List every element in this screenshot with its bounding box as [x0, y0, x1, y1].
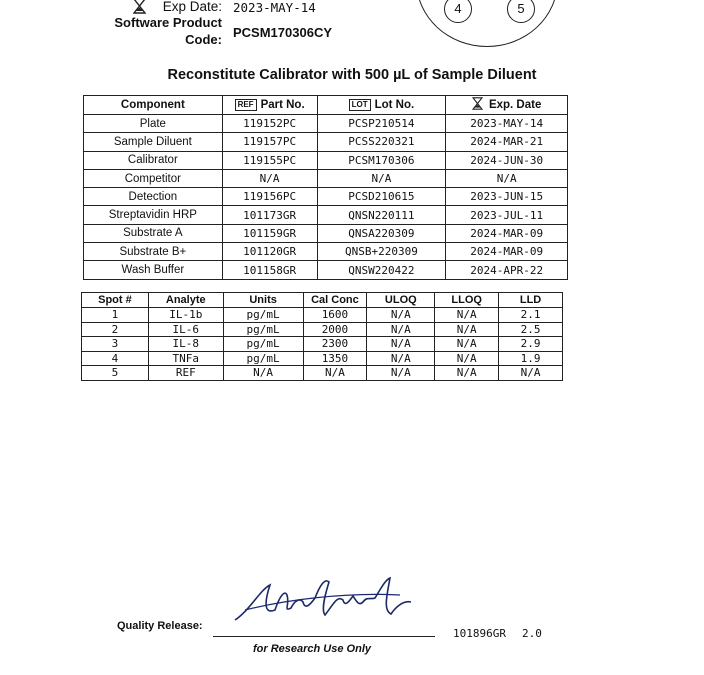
spots-cell: 1600 — [303, 308, 367, 323]
component-cell: Calibrator — [84, 151, 223, 169]
spots-cell: 2000 — [303, 322, 367, 337]
exp-date-cell: 2023-JUL-11 — [446, 206, 568, 224]
component-cell: Substrate A — [84, 224, 223, 242]
signature-image — [225, 570, 425, 630]
lot-no-cell: PCSP210514 — [317, 115, 446, 133]
spots-cell: N/A — [435, 308, 499, 323]
lot-no-label: Lot No. — [374, 99, 415, 112]
exp-date-label: Exp Date: — [162, 0, 222, 14]
code-label: Code: — [185, 32, 222, 47]
analyte-spots-table — [81, 292, 563, 381]
spots-cell: 2300 — [303, 337, 367, 352]
hourglass-icon — [472, 97, 483, 113]
lot-no-cell: N/A — [317, 169, 446, 187]
part-no-cell: 101120GR — [222, 243, 317, 261]
spots-cell: N/A — [435, 366, 499, 381]
spots-cell: N/A — [367, 351, 435, 366]
software-product-label: Software Product — [114, 15, 222, 30]
quality-release-label: Quality Release: — [117, 620, 203, 632]
lot-no-cell: QNSW220422 — [317, 261, 446, 279]
exp-date-cell: 2024-APR-22 — [446, 261, 568, 279]
spots-cell: N/A — [367, 322, 435, 337]
ref-symbol-icon: REF — [235, 99, 257, 111]
component-cell: Wash Buffer — [84, 261, 223, 279]
spots-cell: pg/mL — [223, 308, 303, 323]
spots-cell: IL-1b — [148, 308, 223, 323]
document-version: 2.0 — [522, 627, 542, 640]
lot-no-cell: PCSM170306 — [317, 151, 446, 169]
component-cell: Plate — [84, 115, 223, 133]
spot-layout-diagram — [416, 0, 558, 47]
spot-4-icon: 4 — [444, 0, 472, 23]
exp-date-cell: N/A — [446, 169, 568, 187]
spot-5-icon: 5 — [507, 0, 535, 23]
table-row — [84, 151, 568, 169]
research-use-notice: for Research Use Only — [253, 643, 371, 655]
lot-no-cell: PCSS220321 — [317, 133, 446, 151]
table-header-row — [82, 293, 563, 308]
table-row — [84, 115, 568, 133]
spots-col-header: Spot # — [82, 293, 149, 308]
spots-col-header: ULOQ — [367, 293, 435, 308]
page-title: Reconstitute Calibrator with 500 µL of Sample Diluent — [167, 67, 537, 83]
spots-cell: N/A — [435, 337, 499, 352]
spots-cell: N/A — [435, 351, 499, 366]
table-row — [82, 308, 563, 323]
table-row — [82, 322, 563, 337]
table-row — [82, 351, 563, 366]
spots-cell: 5 — [82, 366, 149, 381]
spots-cell: 2 — [82, 322, 149, 337]
part-no-cell: 101173GR — [222, 206, 317, 224]
spots-cell: 3 — [82, 337, 149, 352]
table-row — [84, 224, 568, 242]
part-no-cell: 101159GR — [222, 224, 317, 242]
table-row — [82, 366, 563, 381]
part-no-cell: 119156PC — [222, 188, 317, 206]
component-cell: Competitor — [84, 169, 223, 187]
table-header-row — [84, 96, 568, 115]
spots-col-header: Units — [223, 293, 303, 308]
lot-no-cell: QNSB+220309 — [317, 243, 446, 261]
spots-col-header: Cal Conc — [303, 293, 367, 308]
component-cell: Streptavidin HRP — [84, 206, 223, 224]
components-table — [83, 95, 568, 280]
exp-date-cell: 2024-MAR-21 — [446, 133, 568, 151]
col-part-no — [222, 96, 317, 115]
spots-col-header: Analyte — [148, 293, 223, 308]
col-component: Component — [84, 96, 223, 115]
spots-cell: pg/mL — [223, 322, 303, 337]
component-cell: Substrate B+ — [84, 243, 223, 261]
spots-cell: N/A — [367, 366, 435, 381]
table-row — [84, 206, 568, 224]
spots-cell: IL-8 — [148, 337, 223, 352]
exp-date-value: 2023-MAY-14 — [233, 0, 316, 15]
spots-cell: N/A — [435, 322, 499, 337]
spots-col-header: LLOQ — [435, 293, 499, 308]
spots-cell: N/A — [367, 337, 435, 352]
spots-col-header: LLD — [499, 293, 563, 308]
exp-date-cell: 2024-MAR-09 — [446, 224, 568, 242]
table-row — [84, 243, 568, 261]
spots-cell: 1 — [82, 308, 149, 323]
spots-cell: 2.9 — [499, 337, 563, 352]
spots-cell: 1.9 — [499, 351, 563, 366]
spots-cell: pg/mL — [223, 351, 303, 366]
spots-cell: 2.5 — [499, 322, 563, 337]
exp-date-label: Exp. Date — [488, 99, 542, 112]
exp-date-cell: 2023-MAY-14 — [446, 115, 568, 133]
lot-no-cell: QNSA220309 — [317, 224, 446, 242]
table-row — [84, 188, 568, 206]
table-row — [84, 169, 568, 187]
part-no-cell: 119157PC — [222, 133, 317, 151]
table-row — [84, 133, 568, 151]
spots-cell: REF — [148, 366, 223, 381]
product-code-value: PCSM170306CY — [233, 25, 332, 40]
signature-line — [213, 636, 435, 637]
table-row — [82, 337, 563, 352]
spots-cell: IL-6 — [148, 322, 223, 337]
part-no-cell: 119155PC — [222, 151, 317, 169]
exp-date-cell: 2024-JUN-30 — [446, 151, 568, 169]
col-exp-date — [446, 96, 568, 115]
lot-no-cell: QNSN220111 — [317, 206, 446, 224]
spots-cell: TNFa — [148, 351, 223, 366]
lot-symbol-icon: LOT — [349, 99, 371, 111]
part-no-cell: 119152PC — [222, 115, 317, 133]
lot-no-cell: PCSD210615 — [317, 188, 446, 206]
component-cell: Sample Diluent — [84, 133, 223, 151]
part-no-label: Part No. — [260, 99, 305, 112]
spots-cell: N/A — [303, 366, 367, 381]
exp-date-cell: 2023-JUN-15 — [446, 188, 568, 206]
part-no-cell: 101158GR — [222, 261, 317, 279]
spots-cell: pg/mL — [223, 337, 303, 352]
component-cell: Detection — [84, 188, 223, 206]
spots-cell: 2.1 — [499, 308, 563, 323]
spots-cell: N/A — [499, 366, 563, 381]
spots-cell: N/A — [367, 308, 435, 323]
col-lot-no — [317, 96, 446, 115]
document-number: 101896GR — [453, 627, 506, 640]
table-row — [84, 261, 568, 279]
spots-cell: 1350 — [303, 351, 367, 366]
part-no-cell: N/A — [222, 169, 317, 187]
spots-cell: N/A — [223, 366, 303, 381]
exp-date-cell: 2024-MAR-09 — [446, 243, 568, 261]
spots-cell: 4 — [82, 351, 149, 366]
